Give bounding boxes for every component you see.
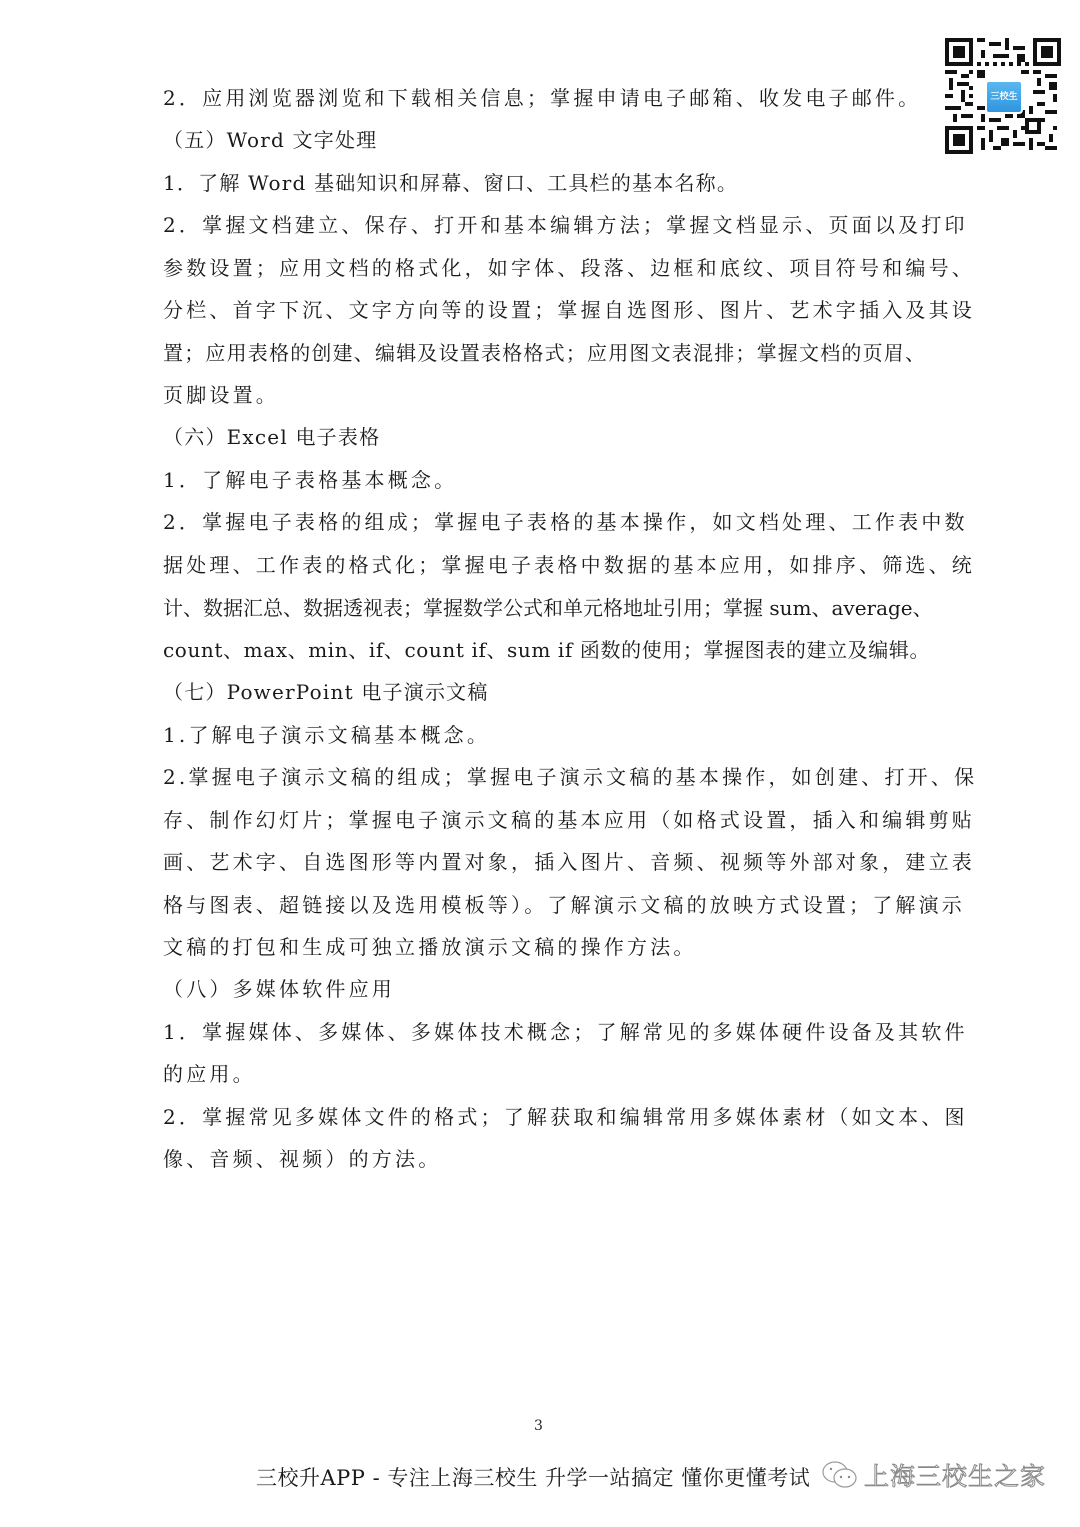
wechat-icon: [820, 1460, 860, 1490]
body-line: 1.了解电子演示文稿基本概念。: [163, 723, 491, 747]
body-line: 2．掌握电子表格的组成；掌握电子表格的基本操作，如文档处理、工作表中数: [163, 510, 968, 534]
body-line: 画、艺术字、自选图形等内置对象，插入图片、音频、视频等外部对象，建立表: [163, 850, 975, 874]
body-line: 分栏、首字下沉、文字方向等的设置；掌握自选图形、图片、艺术字插入及其设: [163, 298, 975, 322]
body-line: 2．掌握常见多媒体文件的格式；了解获取和编辑常用多媒体素材（如文本、图: [163, 1105, 968, 1129]
body-line: 2.掌握电子演示文稿的组成；掌握电子演示文稿的基本操作，如创建、打开、保: [163, 765, 978, 789]
body-line: 置；应用表格的创建、编辑及设置表格格式；应用图文表混排；掌握文档的页眉、: [163, 341, 927, 365]
qr-logo: 三校生: [985, 80, 1023, 114]
body-line: 2．掌握文档建立、保存、打开和基本编辑方法；掌握文档显示、页面以及打印: [163, 213, 968, 237]
body-line: 计、数据汇总、数据透视表；掌握数学公式和单元格地址引用；掌握 sum、average、: [163, 596, 933, 620]
page-number: 3: [534, 1418, 543, 1434]
body-line: count、max、min、if、count if、sum if 函数的使用；掌握图表的建立及编辑。: [163, 638, 931, 662]
body-line: 页脚设置。: [163, 383, 279, 407]
section-heading-multimedia: （八）多媒体软件应用: [163, 977, 395, 1001]
body-line: 据处理、工作表的格式化；掌握电子表格中数据的基本应用，如排序、筛选、统: [163, 553, 975, 577]
body-line: 1．了解 Word 基础知识和屏幕、窗口、工具栏的基本名称。: [163, 171, 739, 195]
body-line: 文稿的打包和生成可独立播放演示文稿的操作方法。: [163, 935, 697, 959]
body-line: 存、制作幻灯片；掌握电子演示文稿的基本应用（如格式设置，插入和编辑剪贴: [163, 808, 975, 832]
body-line: 像、音频、视频）的方法。: [163, 1147, 442, 1171]
body-line: 的应用。: [163, 1062, 256, 1086]
body-line: 参数设置；应用文档的格式化，如字体、段落、边框和底纹、项目符号和编号、: [163, 256, 975, 280]
qr-code: [945, 38, 1061, 154]
body-line: 格与图表、超链接以及选用模板等）。了解演示文稿的放映方式设置；了解演示: [163, 893, 965, 917]
watermark: [820, 1458, 1046, 1492]
watermark-text: 上海三校生之家: [864, 1462, 1047, 1491]
section-heading-word: （五）Word 文字处理: [163, 128, 378, 152]
body-line: 2．应用浏览器浏览和下载相关信息；掌握申请电子邮箱、收发电子邮件。: [163, 86, 922, 110]
section-heading-excel: （六）Excel 电子表格: [163, 425, 381, 449]
body-line: 1．了解电子表格基本概念。: [163, 468, 458, 492]
section-heading-powerpoint: （七）PowerPoint 电子演示文稿: [163, 680, 489, 704]
body-line: 1．掌握媒体、多媒体、多媒体技术概念；了解常见的多媒体硬件设备及其软件: [163, 1020, 968, 1044]
footer-slogan: 三校升APP - 专注上海三校生 升学一站搞定 懂你更懂考试: [256, 1466, 811, 1490]
